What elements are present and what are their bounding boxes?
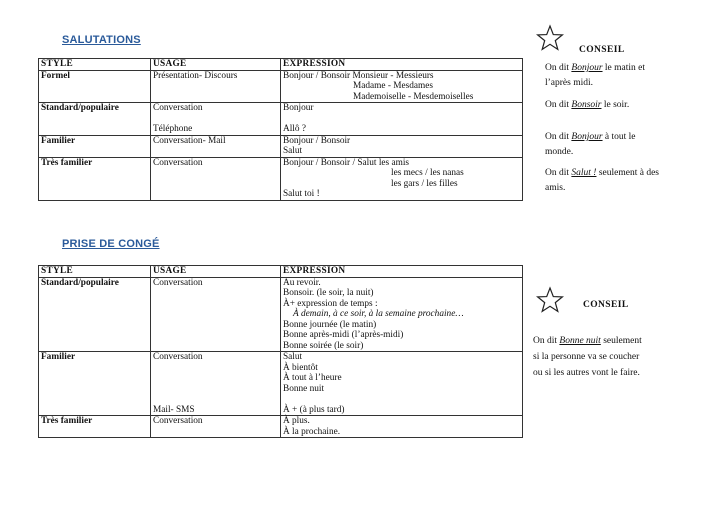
header-usage: USAGE [151,59,281,71]
expression-line: Salut [283,352,303,362]
usage-cell: Conversation [151,416,281,438]
expression-line: Bonjour / Bonsoir / Salut les amis [283,157,410,168]
table-row [39,70,523,103]
text: amis. [545,183,566,193]
text: seulement à des [596,168,659,178]
header-usage: USAGE [151,266,281,278]
expression-line: Allô ? [283,124,306,134]
keyword: Bonjour [571,63,603,73]
prise-de-conge-table [38,265,523,438]
style-cell: Très familier [39,416,151,438]
usage-cell [151,352,281,416]
header-expression: EXPRESSION [281,59,523,71]
text: monde. [545,147,574,157]
expression-line: Madame - Mesdames [353,81,434,91]
conseil-paragraph [545,130,695,160]
expression-line: Bonjour [283,103,314,113]
text: ou si les autres vont le faire. [533,368,640,378]
table-header-row [39,266,523,278]
style-cell: Standard/populaire [39,277,151,352]
style-cell: Familier [39,352,151,416]
text: l’après midi. [545,78,594,88]
expression-line: Salut toi ! [283,189,320,199]
keyword: Bonsoir [571,100,602,110]
text: On dit [533,336,560,346]
usage-cell: Conversation [151,157,281,200]
expression-line: À la prochaine. [283,426,341,437]
style-cell: Formel [39,70,151,103]
text: le soir. [601,100,630,110]
salutations-title: SALUTATIONS [62,34,141,46]
style-cell: Très familier [39,157,151,200]
conseil-paragraph [545,166,695,196]
text: le matin et [602,63,646,73]
table-row [39,277,523,352]
expression-line: À + (à plus tard) [283,404,345,415]
conseil-paragraph [545,61,695,91]
style-cell: Familier [39,135,151,157]
expression-cell [281,277,523,352]
expression-line: À+ expression de temps : [283,298,378,309]
expression-cell [281,157,523,200]
expression-line: Bonne nuit [283,383,325,394]
expression-line: À demain, à ce soir, à la semaine prochaine… [293,309,464,319]
expression-line: À plus. [283,416,310,426]
expression-line: Bonjour / Bonsoir [283,135,351,146]
expression-cell [281,352,523,416]
header-expression: EXPRESSION [281,266,523,278]
expression-line: les mecs / les nanas [391,168,464,178]
text: On dit [545,100,572,110]
table-row [39,416,523,438]
expression-line: À bientôt [283,362,318,373]
table-row [39,103,523,136]
table-row [39,352,523,416]
text: On dit [545,63,572,73]
text: On dit [545,168,572,178]
expression-line: Au revoir. [283,277,321,288]
table-row [39,157,523,200]
expression-cell [281,70,523,103]
conseil-heading: CONSEIL [579,45,625,55]
expression-line: Bonjour / Bonsoir Monsieur - Messieurs [283,70,434,81]
conseil-heading: CONSEIL [583,300,629,310]
usage-cell: Présentation- Discours [151,70,281,103]
text: si la personne va se coucher [533,352,640,362]
expression-line: À tout à l’heure [283,373,342,383]
style-cell: Standard/populaire [39,103,151,136]
conseil-box-salutations [545,43,695,196]
usage-line: Conversation [153,103,203,113]
conseil-box-prise-de-conge [533,298,703,381]
text: seulement [600,336,642,346]
keyword: Salut ! [571,168,597,178]
text: à tout le [602,132,636,142]
prise-de-conge-title: PRISE DE CONGÉ [62,238,160,250]
usage-line: Mail- SMS [153,404,195,415]
expression-line: Bonne après-midi (l’après-midi) [283,330,404,340]
expression-cell [281,416,523,438]
keyword: Bonne nuit [559,336,601,346]
conseil-paragraph [545,98,695,113]
table-row [39,135,523,157]
header-style: STYLE [39,266,151,278]
usage-cell [151,103,281,136]
usage-line: Téléphone [153,124,193,134]
expression-line: Salut [283,146,303,156]
usage-cell: Conversation [151,277,281,352]
expression-cell [281,135,523,157]
expression-line: Bonne journée (le matin) [283,319,377,330]
expression-line: Bonne soirée (le soir) [283,340,364,351]
expression-cell [281,103,523,136]
table-header-row [39,59,523,71]
expression-line: les gars / les filles [391,178,458,189]
keyword: Bonjour [571,132,603,142]
expression-line: Mademoiselle - Mesdemoiselles [353,91,474,102]
usage-cell: Conversation- Mail [151,135,281,157]
text: On dit [545,132,572,142]
salutations-table [38,58,523,201]
header-style: STYLE [39,59,151,71]
expression-line: Bonsoir. (le soir, la nuit) [283,288,374,298]
usage-line: Conversation [153,352,203,362]
conseil-paragraph [533,333,703,381]
